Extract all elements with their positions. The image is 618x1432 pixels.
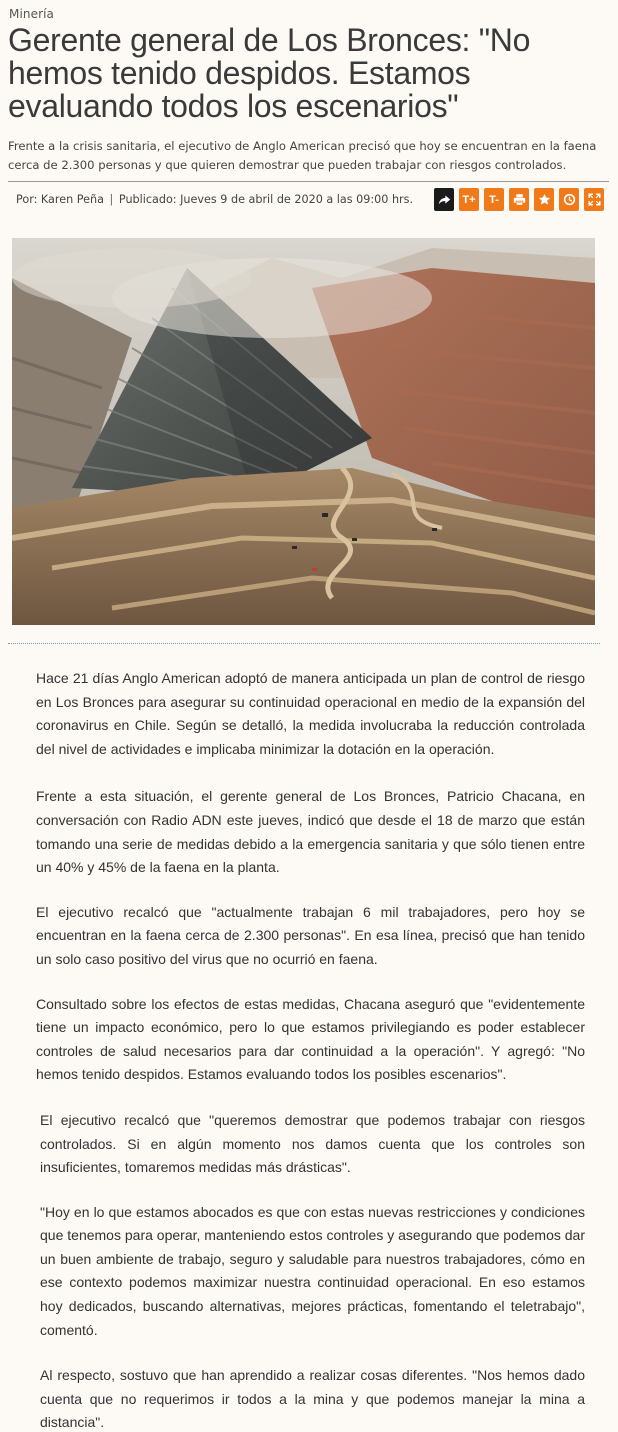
paragraph: Al respecto, sostuvo que han aprendido a realizar cosas diferentes. "Nos hemos dado cuenta que no requerimos ir todos a la mina y que podemos manejar la mina a distancia". [40, 1367, 585, 1431]
paragraph: El ejecutivo recalcó que "actualmente trabajan 6 mil trabajadores, pero hoy se encuentran en la faena cerca de 2.300 personas". En esa línea, precisó que han tenido un solo caso positivo del virus que no ocurrió en faena. [36, 903, 585, 967]
article-body [36, 667, 585, 1432]
font-decrease-button[interactable]: T- [484, 188, 504, 211]
article-headline: Gerente general de Los Bronces: "No hemos tenido despidos. Estamos evaluando todos los escenarios" [8, 22, 531, 124]
article-lead: Frente a la crisis sanitaria, el ejecutivo de Anglo American precisó que hoy se encuentran en la faena cerca de 2.300 personas y que quieren demostrar que pueden trabajar con riesgos controlados. [8, 139, 597, 172]
article-header [0, 0, 612, 236]
paragraph: Frente a esta situación, el gerente general de Los Bronces, Patricio Chacana, en conversación con Radio ADN este jueves, indicó que desde el 18 de marzo que están tomando una serie de medidas debido a la emergencia sanitaria y que sólo tienen entre un 40% y 45% de la faena en la planta. [36, 788, 585, 876]
share-button[interactable] [434, 188, 454, 211]
mine-illustration [12, 238, 595, 625]
paragraph: Consultado sobre los efectos de estas medidas, Chacana aseguró que "evidentemente tiene un impacto económico, pero lo que estamos privilegiando es poder establecer controles de salud necesarios para dar continuidad a la operación". Y agregó: "No hemos tenido despidos. Estamos evaluando todos los posibles escenarios". [36, 995, 585, 1083]
publish-date: Publicado: Jueves 9 de abril de 2020 a las 09:00 hrs. [118, 193, 414, 206]
paragraph: Hace 21 días Anglo American adoptó de manera anticipada un plan de control de riesgo en Los Bronces para asegurar su continuidad operacional en medio de la expansión del coronavirus en Chile. Según se detalló, la medida involucraba la reducción controlada del nivel de actividades e implicaba minimizar la dotación en la operación. [36, 670, 585, 757]
font-increase-button[interactable]: T+ [459, 188, 479, 211]
print-button[interactable] [509, 188, 529, 211]
paragraph: "Hoy en lo que estamos abocados es que con estas nuevas restricciones y condiciones que tenemos para operar, manteniendo estos controles y asegurando que podemos dar un buen ambiente de trabajo, seguro y saludable para nuestros trabajadores, cómo en ese contexto podemos maximizar nuestra continuidad operacional. En eso estamos hoy dedicados, buscando alternativas, mejores prácticas, fomentando el teletrabajo", comentó. [40, 1203, 585, 1338]
star-icon [538, 193, 551, 206]
paragraph: El ejecutivo recalcó que "queremos demostrar que podemos trabajar con riesgos controlados. Si en algún momento nos damos cuenta que los controles son insuficientes, tomaremos medidas más drásticas". [40, 1111, 585, 1176]
article-toolbar [434, 188, 604, 212]
photo-divider [8, 643, 600, 644]
clock-icon [563, 193, 576, 206]
favorite-button[interactable] [534, 188, 554, 211]
printer-icon [513, 193, 526, 206]
byline [16, 192, 413, 208]
section-label[interactable]: Minería [9, 7, 54, 21]
history-button[interactable] [559, 188, 579, 211]
byline-separator: | [109, 193, 114, 206]
author-name: Por: Karen Peña [16, 193, 104, 206]
open-pit-mine-photo [12, 238, 595, 625]
expand-icon [588, 193, 601, 206]
fullscreen-button[interactable] [584, 188, 604, 211]
share-arrow-icon [438, 193, 451, 206]
header-divider [8, 181, 609, 182]
